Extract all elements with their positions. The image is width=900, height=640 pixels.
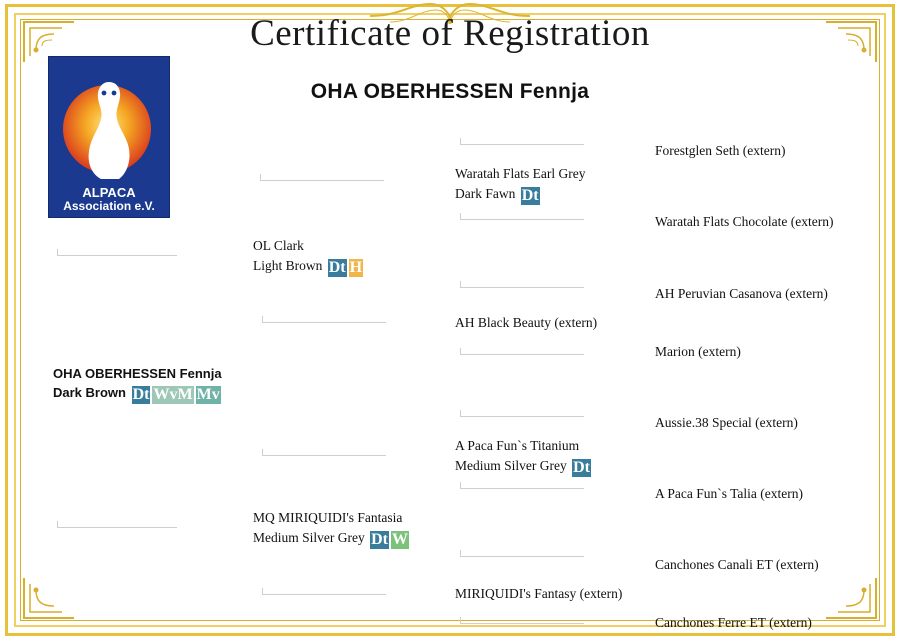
node-name: Canchones Ferre ET (extern) xyxy=(655,615,812,630)
page-title: Certificate of Registration xyxy=(250,13,650,54)
connector-tick xyxy=(262,316,263,323)
connector-tick xyxy=(57,521,58,528)
node-color-line xyxy=(253,528,409,549)
node-color-line xyxy=(253,256,363,277)
pedigree-node-subject xyxy=(53,365,222,404)
color-badge: Dt xyxy=(521,186,539,204)
connector-line xyxy=(460,287,584,288)
connector-tick xyxy=(262,588,263,595)
connector-line xyxy=(260,180,384,181)
connector-line xyxy=(460,488,584,489)
connector-tick xyxy=(460,213,461,220)
node-color-line xyxy=(455,456,591,477)
corner-flourish-icon xyxy=(22,576,76,620)
svg-text:Association e.V.: Association e.V. xyxy=(63,199,155,213)
pedigree-node-gen4 xyxy=(655,141,785,161)
pedigree-node-gen4 xyxy=(655,212,833,232)
connector-line xyxy=(460,219,584,220)
connector-tick xyxy=(460,138,461,145)
connector-line xyxy=(57,255,177,256)
pedigree-node-gen4 xyxy=(655,284,828,304)
node-name: MIRIQUIDI's Fantasy (extern) xyxy=(455,586,623,601)
color-badge: WvM xyxy=(153,385,193,403)
node-name: Marion (extern) xyxy=(655,344,741,359)
pedigree-node-gen4 xyxy=(655,342,741,362)
color-badge: W xyxy=(392,530,408,548)
node-color: Medium Silver Grey xyxy=(455,457,567,473)
node-name: AH Black Beauty (extern) xyxy=(455,315,598,330)
node-color: Dark Fawn xyxy=(455,185,516,201)
connector-tick xyxy=(460,550,461,557)
color-badge: Dt xyxy=(573,458,590,476)
pedigree-node-sire xyxy=(253,236,363,277)
node-name: A Paca Fun`s Talia (extern) xyxy=(655,486,804,501)
connector-line xyxy=(460,623,584,624)
svg-text:ALPACA: ALPACA xyxy=(82,185,136,200)
node-name: Aussie.38 Special (extern) xyxy=(655,415,798,430)
node-name: Waratah Flats Earl Grey xyxy=(455,166,586,181)
node-color-line xyxy=(53,384,222,404)
pedigree-node-gen4 xyxy=(655,484,803,504)
node-name: Canchones Canali ET (extern) xyxy=(655,557,819,572)
corner-flourish-icon xyxy=(824,576,878,620)
pedigree-node-gen4 xyxy=(655,613,812,633)
color-badge: Dt xyxy=(371,530,388,548)
color-badge: Dt xyxy=(328,258,346,276)
node-color-line xyxy=(455,184,586,205)
connector-line xyxy=(262,322,386,323)
pedigree-node-gen3 xyxy=(455,164,586,205)
pedigree-node-dam xyxy=(253,508,409,549)
connector-tick xyxy=(460,281,461,288)
node-name: Forestglen Seth (extern) xyxy=(655,143,786,158)
pedigree-node-gen4 xyxy=(655,555,819,575)
node-name: Waratah Flats Chocolate (extern) xyxy=(655,214,834,229)
connector-line xyxy=(460,556,584,557)
node-color: Medium Silver Grey xyxy=(253,529,365,545)
connector-tick xyxy=(460,482,461,489)
color-badge: H xyxy=(349,258,363,276)
node-color: Light Brown xyxy=(253,257,323,273)
connector-tick xyxy=(262,449,263,456)
alpaca-association-logo xyxy=(48,56,170,218)
connector-tick xyxy=(260,174,261,181)
pedigree-node-gen3 xyxy=(455,584,622,604)
node-name: A Paca Fun`s Titanium xyxy=(455,438,580,453)
connector-line xyxy=(460,144,584,145)
connector-line xyxy=(262,455,386,456)
subject-title: OHA OBERHESSEN Fennja xyxy=(310,80,590,103)
connector-tick xyxy=(460,617,461,624)
color-badge: Mv xyxy=(196,385,220,403)
pedigree-node-gen4 xyxy=(655,413,798,433)
connector-line xyxy=(460,416,584,417)
connector-tick xyxy=(460,348,461,355)
connector-line xyxy=(460,354,584,355)
node-color: Dark Brown xyxy=(53,384,126,400)
node-name: OHA OBERHESSEN Fennja xyxy=(53,366,222,381)
connector-tick xyxy=(460,410,461,417)
pedigree-node-gen3 xyxy=(455,436,591,477)
node-name: AH Peruvian Casanova (extern) xyxy=(655,286,828,301)
node-name: MQ MIRIQUIDI's Fantasia xyxy=(253,510,403,525)
connector-line xyxy=(262,594,386,595)
connector-line xyxy=(57,527,177,528)
color-badge: Dt xyxy=(132,385,150,403)
connector-tick xyxy=(57,249,58,256)
pedigree-node-gen3 xyxy=(455,313,597,333)
node-name: OL Clark xyxy=(253,238,304,253)
